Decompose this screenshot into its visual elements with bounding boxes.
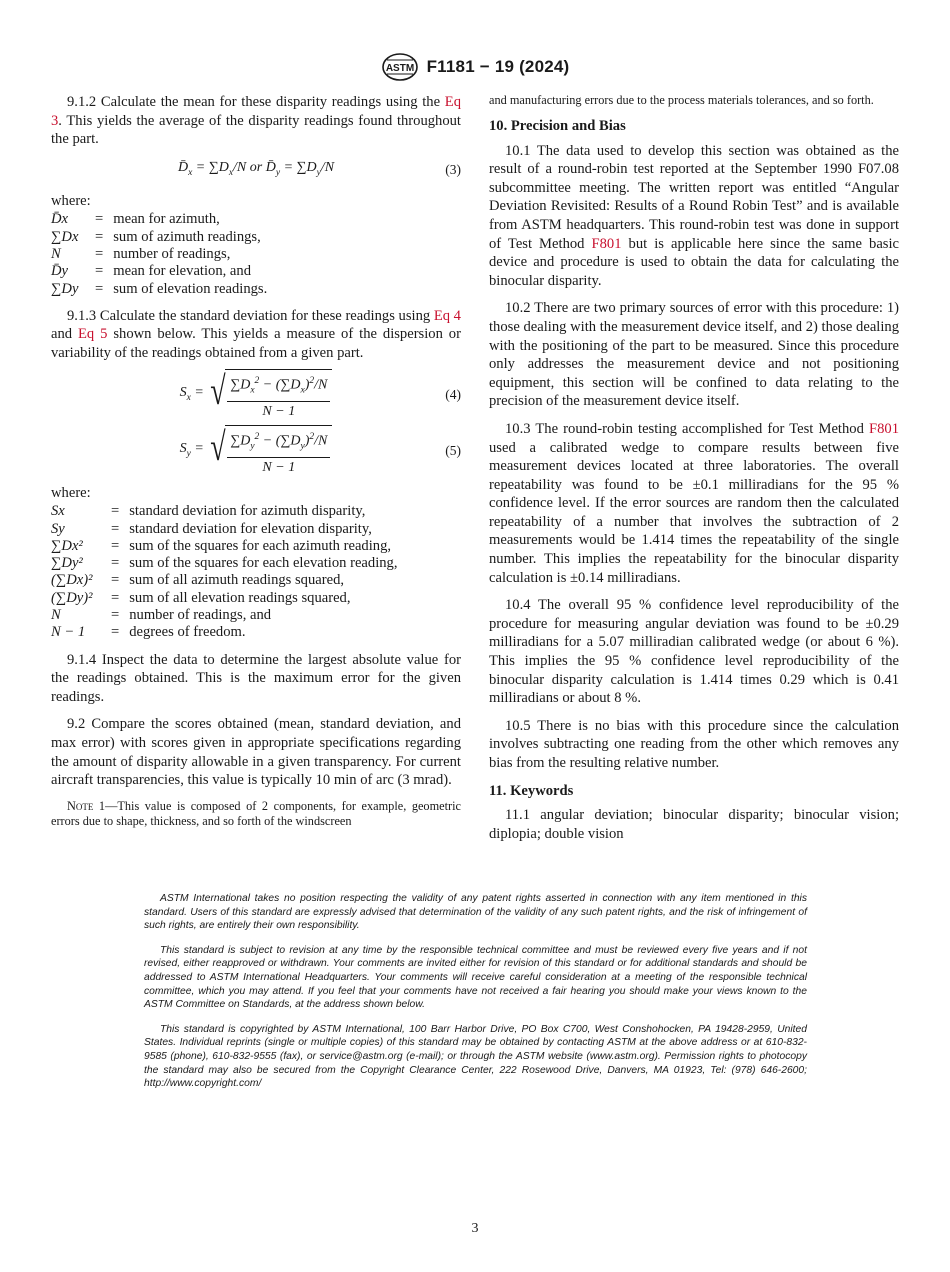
definition-row: ∑Dy = sum of elevation readings. — [51, 280, 268, 297]
equation-5-number: (5) — [445, 443, 461, 459]
left-column — [51, 93, 461, 829]
eq3-link[interactable]: Eq 3 — [51, 94, 461, 129]
revision-notice: This standard is subject to revision at any time by the responsible technical committee and must be reviewed every five years and if not revised, either reapproved or withdrawn. Your comments are invited either for revision of this standard or for additional standards and should be addressed to ASTM International Headquarters. Your comments will receive careful consideration at a meeting of the responsible technical committee, which you may attend. If you feel that your comments have not received a fair hearing you should make your views known to the ASTM Committee on Standards, at the address shown below. — [144, 944, 807, 1011]
section-11-title: 11. Keywords — [489, 782, 574, 799]
section-10-title: 10. Precision and Bias — [489, 118, 626, 134]
right-column — [489, 93, 899, 852]
paragraph-10-1: 10.1 The data used to develop this section was obtained as the result of a round-robin test reported at the September 1990 F07.08 subcommittee meeting. The written report was entitled “Angular Deviation Revisited: Results of a Round Robin Test” and is available from ASTM headquarters. This round-robin test was done in support of Test Method F801 but is applicable here since the same basic device and procedure is used to obtain the data for calculating the binocular disparity. — [489, 142, 900, 289]
equation-3-number: (3) — [445, 162, 461, 178]
definition-row: N = number of readings, and — [51, 607, 272, 624]
standard-designation: F1181 − 19 (2024) — [426, 57, 570, 76]
definitions-mean — [51, 211, 267, 297]
legal-notice — [144, 892, 807, 1102]
eq4-link[interactable]: Eq 4 — [433, 307, 461, 324]
page-number: 3 — [471, 1221, 479, 1236]
equation-3: $D̄_x = \sum D_x/N$ or $D̄_y = \sum D_y/N$ (3) — [51, 158, 461, 184]
definition-row: N − 1 = degrees of freedom. — [51, 624, 246, 641]
eq5-link[interactable]: Eq 5 — [78, 326, 108, 343]
equation-4: $S_x$ = √ $\frac{\sum D_x^2 - (\sum D_x)^2/N}{N - 1}$ (4) — [51, 372, 461, 420]
page-header — [0, 52, 950, 87]
definition-row: (∑Dy)² = sum of all elevation readings squared, — [51, 589, 351, 606]
f801-link[interactable]: F801 — [868, 420, 899, 437]
definition-row: D̄y = mean for elevation, and — [51, 263, 252, 280]
where-label: where: — [51, 484, 91, 501]
astm-logo — [381, 52, 419, 82]
patent-notice: ASTM International takes no position respecting the validity of any patent rights asserted in connection with any item mentioned in this standard. Users of this standard are expressly advised that determination of the validity of any such patent rights, and the risk of infringement of such rights, are entirely their own responsibility. — [144, 893, 807, 932]
definition-row: (∑Dx)² = sum of all azimuth readings squared, — [51, 572, 345, 589]
definition-row: D̄x = mean for azimuth, — [51, 211, 220, 228]
definition-row: N = number of readings, — [51, 245, 231, 262]
definition-row: ∑Dx = sum of azimuth readings, — [51, 228, 261, 245]
definition-row: Sy = standard deviation for elevation disparity, — [51, 520, 372, 537]
paragraph-11-1: 11.1 angular deviation; binocular disparity; binocular vision; diplopia; double vision — [489, 807, 899, 842]
copyright-notice: This standard is copyrighted by ASTM International, 100 Barr Harbor Drive, PO Box C700, West Conshohocken, PA 19428-2959, United States. Individual reprints (single or multiple copies) of this standard may be obtained by contacting ASTM at the above address or at 610-832-9585 (phone), 610-832-9555 (fax), or service@astm.org (e-mail); or through the ASTM website (www.astm.org). Permission rights to photocopy the standard may also be secured from the Copyright Clearance Center, 222 Rosewood Drive, Danvers, MA 01923, Tel: (978) 646-2600; http://www.copyright.com/ — [144, 1023, 807, 1090]
equation-5: $S_y$ = √ $\frac{\sum D_y^2 - (\sum D_y)^2/N}{N - 1}$ (5) — [51, 428, 461, 476]
paragraph-9-2: 9.2 Compare the scores obtained (mean, standard deviation, and max error) with scores given in appropriate specifications regarding the amount of disparity allowable in a given transparency. For current aircraft transparencies, this value is typically 10 min of arc (3 mrad). — [51, 716, 461, 789]
definition-row: ∑Dx² = sum of the squares for each azimuth reading, — [51, 537, 392, 554]
paragraph-10-5: 10.5 There is no bias with this procedure since the calculation involves subtracting one reading from the other which removes any bias from the resulting relative number. — [489, 717, 899, 771]
paragraph-9-1-4: 9.1.4 Inspect the data to determine the largest absolute value for the readings obtained. This is the maximum error for the given readings. — [51, 651, 461, 705]
equation-4-number: (4) — [445, 387, 461, 403]
f801-link[interactable]: F801 — [591, 235, 622, 252]
paragraph-9-1-3: 9.1.3 Calculate the standard deviation for these readings using Eq 4 and Eq 5 shown below. This yields a measure of the dispersion or variability of the readings obtained from a given part. — [51, 307, 461, 362]
definitions-std-dev — [51, 503, 398, 641]
where-label: where: — [51, 192, 91, 209]
paragraph-10-2: 10.2 There are two primary sources of error with this procedure: 1) those dealing with the measurement device itself, and 2) those dealing with the positioning of the part to be measured. Since this procedure only addresses the measurement device and not positioning equipment, this section will be confined to data relating to the precision of the measurement device itself. — [489, 300, 899, 410]
paragraph-9-1-2: 9.1.2 Calculate the mean for these disparity readings using the Eq 3. This yields the average of the disparity readings found throughout the part. — [51, 94, 461, 148]
paragraph-10-4: 10.4 The overall 95 % confidence level reproducibility of the procedure for measuring angular deviation was found to be ±0.29 milliradians for a 5.07 milliradian calibrated wedge (or about 6 %). This implies the 95 % confidence level reproducibility of the binocular disparity calculation is 1.414 times 0.29 which is 0.41 milliradians or about 8 %. — [489, 597, 899, 707]
note-1-continued: and manufacturing errors due to the process materials tolerances, and so forth. — [489, 93, 874, 107]
astm-logo-text: ASTM — [385, 63, 414, 74]
definition-row: ∑Dy² = sum of the squares for each elevation reading, — [51, 555, 398, 572]
definition-row: Sx = standard deviation for azimuth disparity, — [51, 503, 366, 520]
note-1: Note 1—This value is composed of 2 components, for example, geometric errors due to shape, thickness, and so forth of the windscreen — [51, 798, 461, 828]
paragraph-10-3: 10.3 The round-robin testing accomplished for Test Method F801 used a calibrated wedge to compare results between five measurement devices located at three laboratories. The overall repeatability was found to be ±0.1 milliradians for the 95 % confidence level. If the error sources are random then the calculated repeatability of a number that involves the subtraction of 2 measurements would be 1.414 times the repeatability of the single number. This implies the repeatability for the binocular disparity calculation is ±0.14 milliradians. — [489, 420, 899, 586]
